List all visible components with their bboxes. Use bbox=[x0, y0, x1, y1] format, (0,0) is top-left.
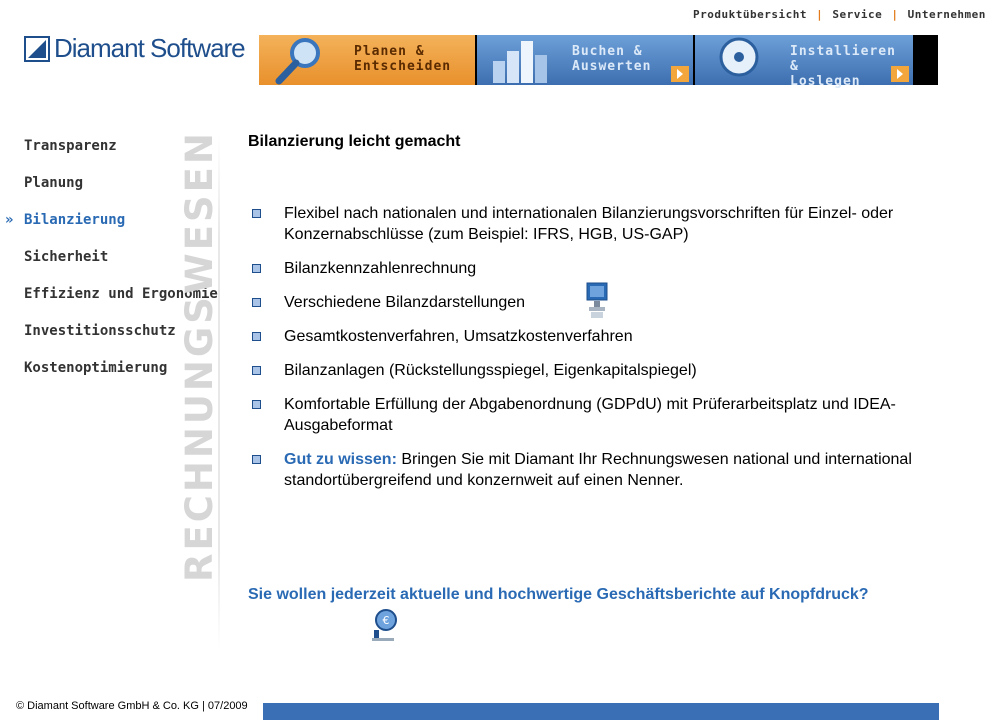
nav-link-produktuebersicht[interactable]: Produktübersicht bbox=[693, 8, 807, 21]
bullet-icon bbox=[252, 400, 261, 409]
tip-label: Gut zu wissen: bbox=[284, 451, 397, 468]
sidebar-item-label: Bilanzierung bbox=[24, 212, 126, 228]
nav-separator: | bbox=[816, 8, 824, 21]
banner-tile-label: Buchen & Auswerten bbox=[572, 44, 652, 74]
bullet-icon bbox=[252, 209, 261, 218]
diamond-logo-icon bbox=[24, 36, 50, 62]
footer-copyright: © Diamant Software GmbH & Co. KG | 07/2009 bbox=[16, 700, 248, 712]
banner-tile-planen[interactable] bbox=[259, 35, 475, 85]
vertical-section-label: RECHNUNGSWESEN bbox=[178, 130, 221, 582]
svg-text:€: € bbox=[382, 614, 390, 627]
sidebar-item-investitionsschutz[interactable]: Investitionsschutz bbox=[24, 323, 176, 339]
list-item: Bilanzanlagen (Rückstellungsspiegel, Eigenkapitalspiegel) bbox=[252, 360, 922, 381]
banner-tile-label: Installieren & Loslegen bbox=[790, 44, 896, 89]
arrow-right-icon[interactable] bbox=[891, 66, 909, 82]
list-item: Gesamtkostenverfahren, Umsatzkostenverfahren bbox=[252, 326, 922, 347]
nav-link-service[interactable]: Service bbox=[832, 8, 883, 21]
list-item bbox=[252, 449, 922, 491]
sidebar-item-kostenoptimierung[interactable]: Kostenoptimierung bbox=[24, 360, 168, 376]
sidebar-item-transparenz[interactable]: Transparenz bbox=[24, 138, 117, 154]
list-item: Komfortable Erfüllung der Abgabenordnung (GDPdU) mit Prüferarbeitsplatz und IDEA-Ausgabeformat bbox=[252, 394, 922, 436]
banner-tile-installieren[interactable] bbox=[695, 35, 913, 89]
nav-separator: | bbox=[891, 8, 899, 21]
bar-chart-icon bbox=[483, 35, 563, 85]
top-nav bbox=[693, 8, 986, 21]
bullet-icon bbox=[252, 264, 261, 273]
magnifier-icon bbox=[267, 35, 347, 85]
bullet-icon bbox=[252, 298, 261, 307]
list-item: Bilanzkennzahlenrechnung bbox=[252, 258, 922, 279]
bullet-icon bbox=[252, 455, 261, 464]
list-item: Verschiedene Bilanzdarstellungen bbox=[252, 292, 922, 313]
page-title: Bilanzierung leicht gemacht bbox=[248, 133, 461, 150]
tip-text: Bringen Sie mit Diamant Ihr Rechnungswesen national und international standortübergreifend und konzernweit auf einen Nenner. bbox=[284, 451, 912, 489]
active-marker-icon: » bbox=[5, 212, 14, 228]
sidebar-item-effizienz[interactable]: Effizienz und Ergonomie bbox=[24, 286, 218, 302]
product-banner bbox=[259, 35, 938, 89]
bullet-icon bbox=[252, 332, 261, 341]
sidebar-item-sicherheit[interactable]: Sicherheit bbox=[24, 249, 109, 265]
nav-link-unternehmen[interactable]: Unternehmen bbox=[907, 8, 986, 21]
banner-tile-label: Planen & Entscheiden bbox=[354, 44, 452, 74]
euro-coin-icon bbox=[372, 608, 398, 642]
sidebar-item-planung[interactable]: Planung bbox=[24, 175, 84, 191]
bullet-icon bbox=[252, 366, 261, 375]
closing-question: Sie wollen jederzeit aktuelle und hochwertige Geschäftsberichte auf Knopfdruck? bbox=[248, 586, 869, 603]
cd-icon bbox=[701, 35, 781, 85]
list-item: Flexibel nach nationalen und internationalen Bilanzierungsvorschriften für Einzel- oder Konzernabschlüsse (zum Beispiel: IFRS, HGB, US-GAP) bbox=[252, 203, 922, 245]
footer-bar bbox=[263, 703, 939, 720]
arrow-right-icon[interactable] bbox=[671, 66, 689, 82]
logo-text: Diamant Software bbox=[54, 33, 245, 63]
banner-tile-buchen[interactable] bbox=[477, 35, 693, 85]
feature-list bbox=[252, 203, 922, 504]
company-logo[interactable] bbox=[24, 33, 245, 64]
monitor-icon bbox=[585, 282, 609, 320]
